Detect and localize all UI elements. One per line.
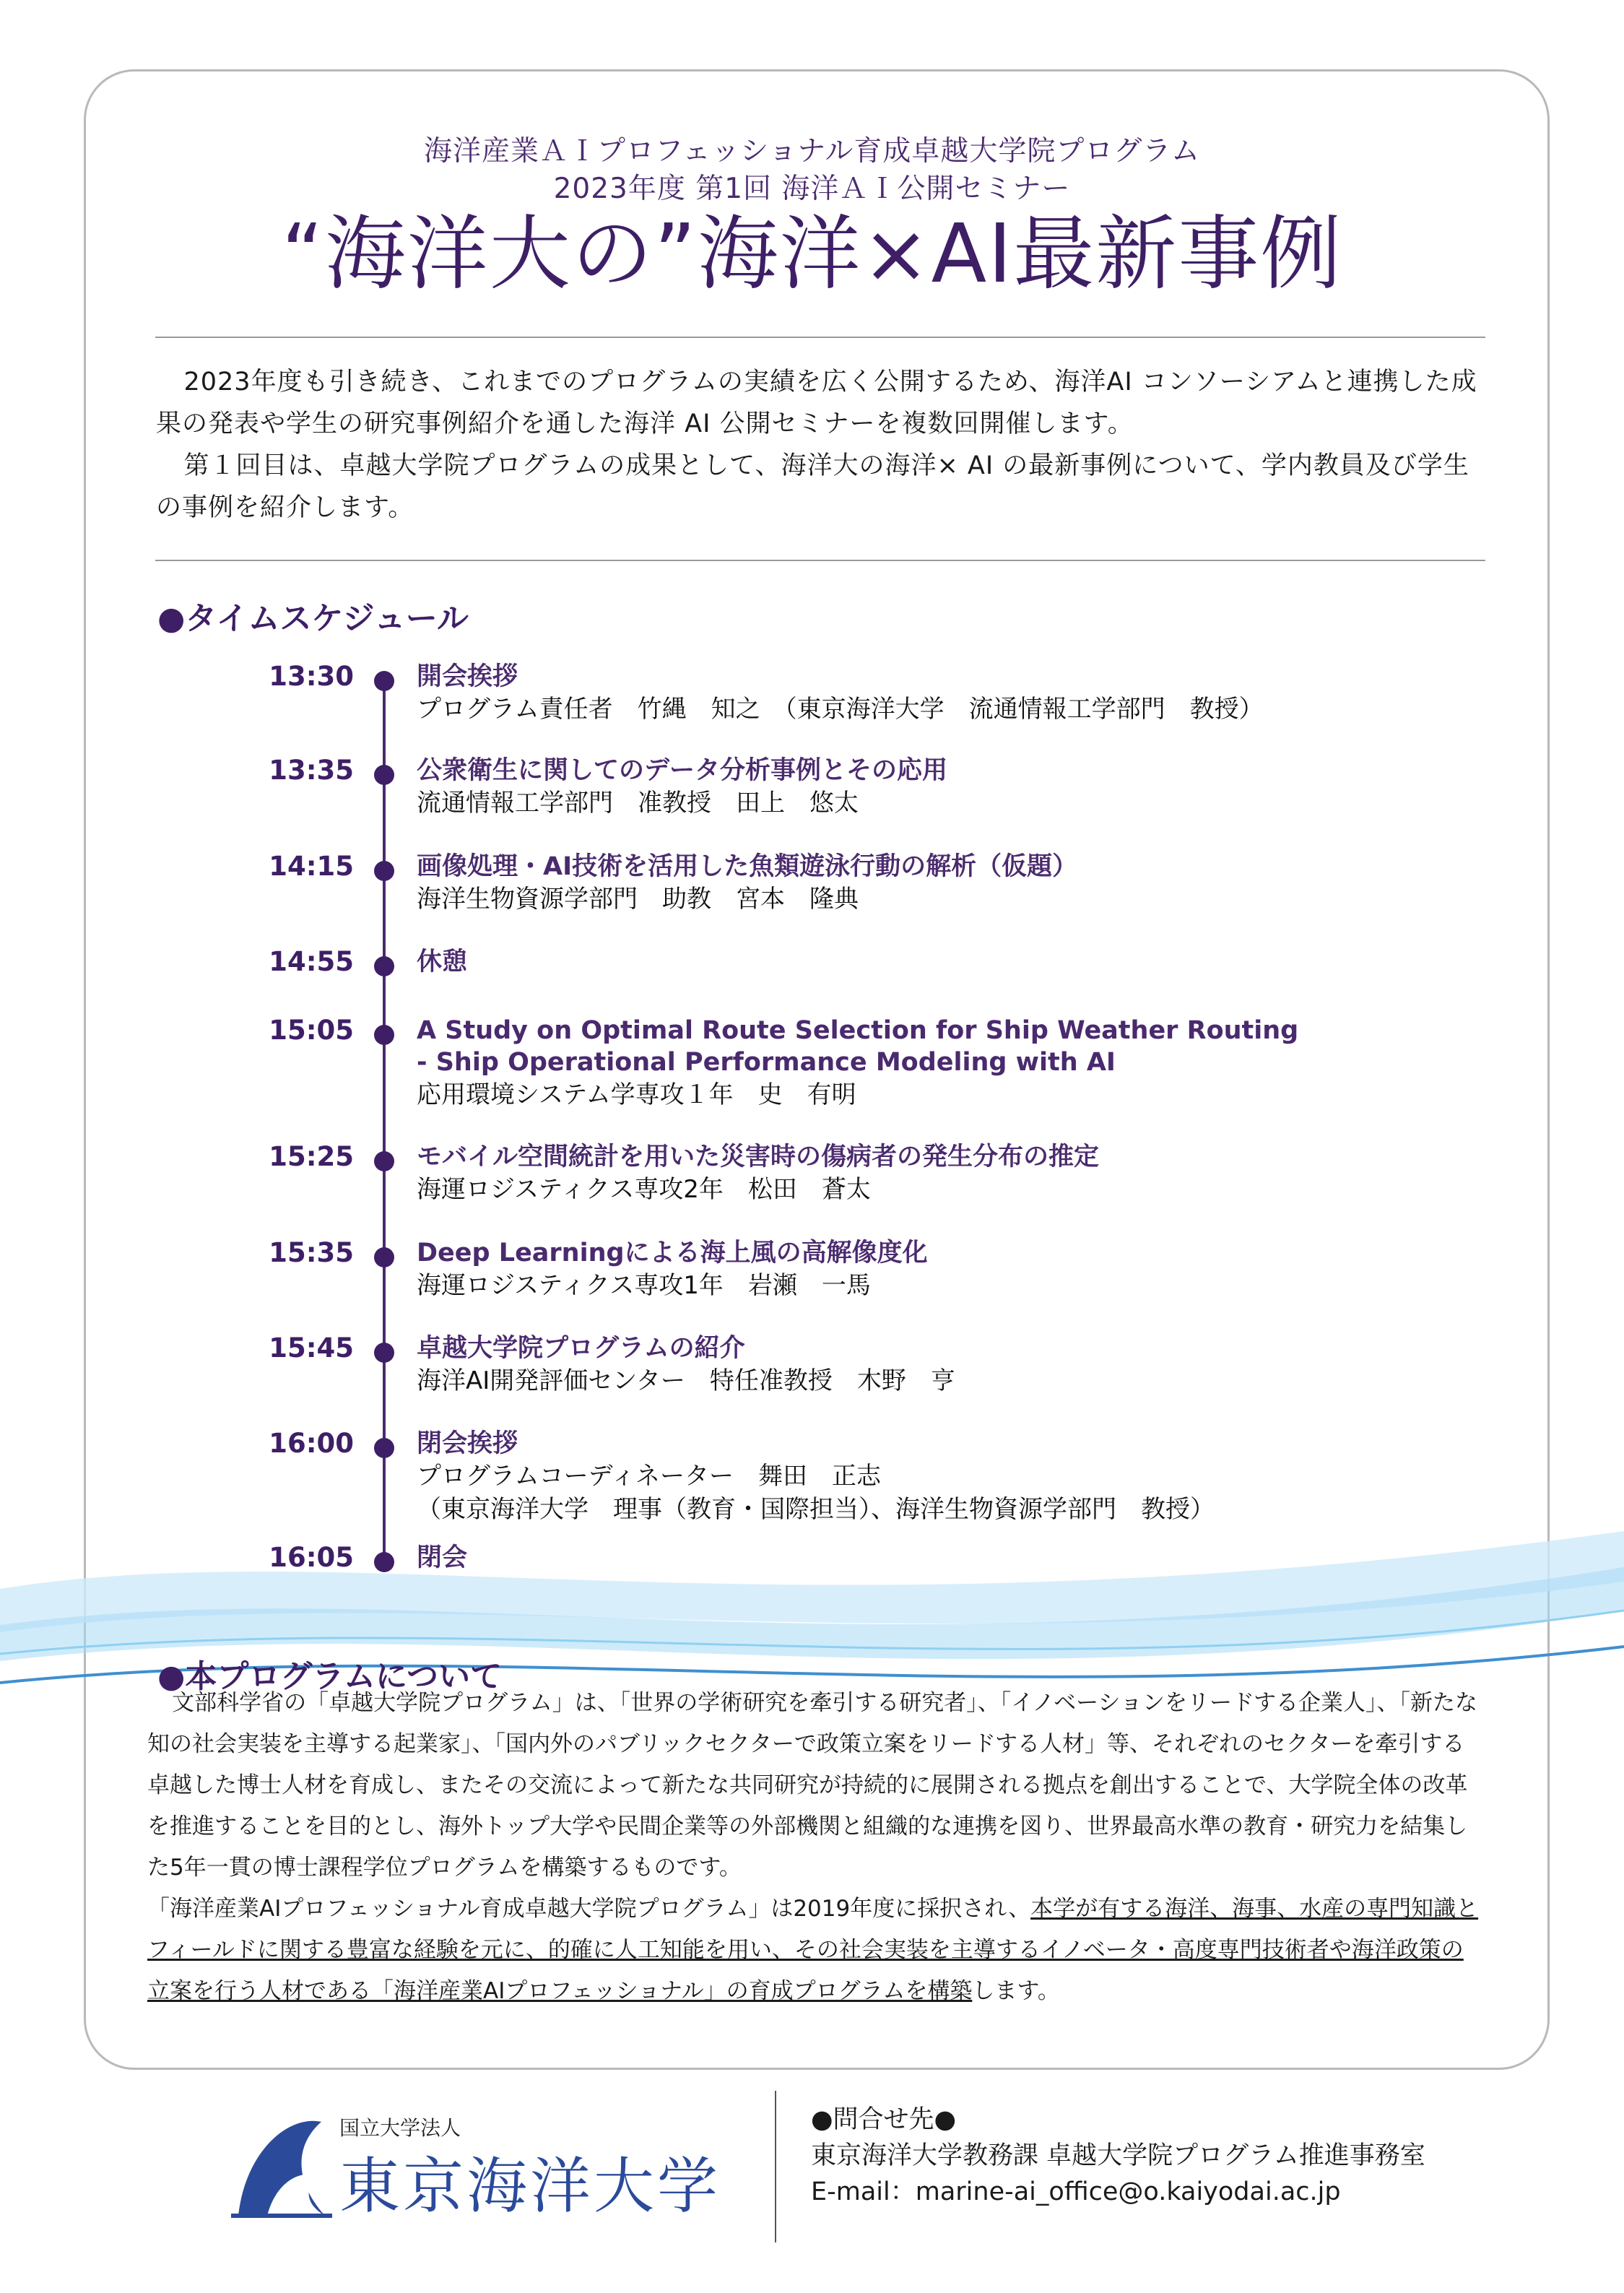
timeline-dot-icon — [374, 765, 394, 785]
about-p2-end: します。 — [972, 1978, 1060, 2004]
intro-paragraph-1: 2023年度も引き続き、これまでのプログラムの実績を広く公開するため、海洋AI コンソーシアムと連携した成果の発表や学生の研究事例紹介を通した海洋 AI 公開セミナーを複数回開催します。 — [156, 368, 1477, 438]
schedule-speaker: 海運ロジスティクス専攻2年 松田 蒼太 — [417, 1175, 871, 1204]
schedule-title: 休憩 — [417, 948, 468, 976]
schedule-time: 16:00 — [269, 1428, 354, 1459]
schedule-speaker: プログラムコーディネーター 舞田 正志 — [417, 1462, 881, 1491]
page-title: “海洋大の”海洋×AI最新事例 — [281, 207, 1343, 301]
timeline-dot-icon — [374, 1552, 394, 1572]
schedule-speaker: 海運ロジスティクス専攻1年 岩瀬 一馬 — [417, 1271, 871, 1300]
schedule-body — [417, 1237, 1500, 1302]
schedule-time: 15:05 — [269, 1015, 354, 1046]
logo-subtitle: 国立大学法人 — [339, 2116, 461, 2140]
schedule-body — [417, 755, 1500, 820]
about-heading: ●本プログラムについて — [157, 1658, 503, 1695]
schedule-title: A Study on Optimal Route Selection for Ship Weather Routing — [417, 1016, 1299, 1045]
schedule-speaker: 流通情報工学部門 准教授 田上 悠太 — [417, 789, 859, 818]
schedule-body — [417, 661, 1500, 726]
about-paragraph-2 — [147, 1889, 1485, 2012]
timeline-dot-icon — [374, 1247, 394, 1267]
timeline-dot-icon — [374, 1438, 394, 1458]
schedule-body — [417, 1332, 1500, 1397]
schedule-speaker: 海洋AI開発評価センター 特任准教授 木野 亨 — [417, 1366, 955, 1395]
schedule-speaker: 応用環境システム学専攻１年 史 有明 — [417, 1080, 856, 1109]
about-text — [147, 1683, 1485, 2012]
schedule-body — [417, 1428, 1500, 1526]
schedule-title: 卓越大学院プログラムの紹介 — [417, 1334, 745, 1363]
schedule-time: 14:15 — [269, 851, 354, 882]
schedule-body — [417, 1141, 1500, 1206]
schedule-title: 閉会 — [417, 1543, 468, 1572]
schedule-title: 公衆衛生に関してのデータ分析事例とその応用 — [417, 756, 948, 785]
divider — [155, 337, 1485, 338]
schedule-speaker: プログラム責任者 竹縄 知之 （東京海洋大学 流通情報工学部門 教授） — [417, 695, 1264, 724]
schedule-time: 16:05 — [269, 1542, 354, 1573]
schedule-time: 15:35 — [269, 1237, 354, 1268]
timeline-dot-icon — [374, 956, 394, 976]
schedule-time: 15:25 — [269, 1141, 354, 1172]
schedule-time: 15:45 — [269, 1332, 354, 1364]
timeline-dot-icon — [374, 1151, 394, 1171]
seminar-name: 2023年度 第1回 海洋ＡＩ公開セミナー — [553, 173, 1071, 205]
intro-paragraph-2: 第１回目は、卓越大学院プログラムの成果として、海洋大の海洋× AI の最新事例について、学内教員及び学生の事例を紹介します。 — [156, 451, 1469, 522]
schedule-time: 13:35 — [269, 755, 354, 786]
schedule-title: 画像処理・AI技術を活用した魚類遊泳行動の解析（仮題） — [417, 852, 1078, 881]
timeline-line — [383, 675, 386, 1567]
footer-divider — [775, 2091, 776, 2242]
schedule-title: Deep Learningによる海上風の高解像度化 — [417, 1239, 928, 1267]
schedule-title: モバイル空間統計を用いた災害時の傷病者の発生分布の推定 — [417, 1143, 1100, 1171]
divider — [155, 560, 1485, 561]
schedule-body — [417, 1542, 1500, 1574]
about-p2-start: 「海洋産業AIプロフェッショナル育成卓越大学院プログラム」は2019年度に採択され、 — [147, 1896, 1031, 1922]
about-paragraph-1: 文部科学省の「卓越大学院プログラム」は、「世界の学術研究を牽引する研究者」、「イノベーションをリードする企業人」、「新たな知の社会実装を主導する起業家」、「国内外のパブリックセクターで政策立案をリードする人材」等、それぞれのセクターを牽引する卓越した博士人材を育成し、またその交流によって新たな共同研究が持続的に展開される拠点を創出することで、大学院全体の改革を推進することを目的とし、海外トップ大学や民間企業等の外部機関と組織的な連携を図り、世界最高水準の教育・研究力を結集した5年一貫の博士課程学位プログラムを構築するものです。 — [147, 1690, 1478, 1881]
schedule-speaker: 海洋生物資源学部門 助教 宮本 隆典 — [417, 885, 859, 914]
schedule-speaker-line2: （東京海洋大学 理事（教育・国際担当）、海洋生物資源学部門 教授） — [417, 1495, 1215, 1524]
timeline-dot-icon — [374, 671, 394, 691]
contact-office: 東京海洋大学教務課 卓越大学院プログラム推進事務室 — [811, 2141, 1425, 2170]
schedule-body — [417, 1015, 1500, 1111]
schedule-body — [417, 946, 1500, 978]
contact-email[interactable]: E-mail：marine-ai_office@o.kaiyodai.ac.jp — [811, 2177, 1341, 2206]
about-p2-underlined: 本学が有する海洋、海事、水産の専門知識とフィールドに関する豊富な経験を元に、的確に人工知能を用い、その社会実装を主導するイノベータ・高度専門技術者や海洋政策の立案を行う人材である「海洋産業AIプロフェッショナル」の育成プログラムを構築 — [147, 1896, 1479, 2004]
schedule-title: 開会挨拶 — [417, 662, 518, 691]
intro-text — [156, 361, 1485, 529]
contact-block — [811, 2102, 1425, 2210]
timeline-dot-icon — [374, 1025, 394, 1045]
logo-name: 東京海洋大学 — [339, 2151, 721, 2222]
program-name: 海洋産業ＡＩプロフェッショナル育成卓越大学院プログラム — [424, 135, 1200, 168]
timeline-dot-icon — [374, 861, 394, 881]
schedule-title: 閉会挨拶 — [417, 1429, 518, 1458]
schedule-time: 13:30 — [269, 661, 354, 692]
schedule-heading: ●タイムスケジュール — [157, 600, 469, 637]
schedule-body — [417, 851, 1500, 916]
schedule-time: 14:55 — [269, 946, 354, 977]
contact-heading: ●問合せ先● — [811, 2105, 957, 2134]
schedule-title-line2: - Ship Operational Performance Modeling with AI — [417, 1048, 1116, 1077]
timeline-dot-icon — [374, 1343, 394, 1363]
